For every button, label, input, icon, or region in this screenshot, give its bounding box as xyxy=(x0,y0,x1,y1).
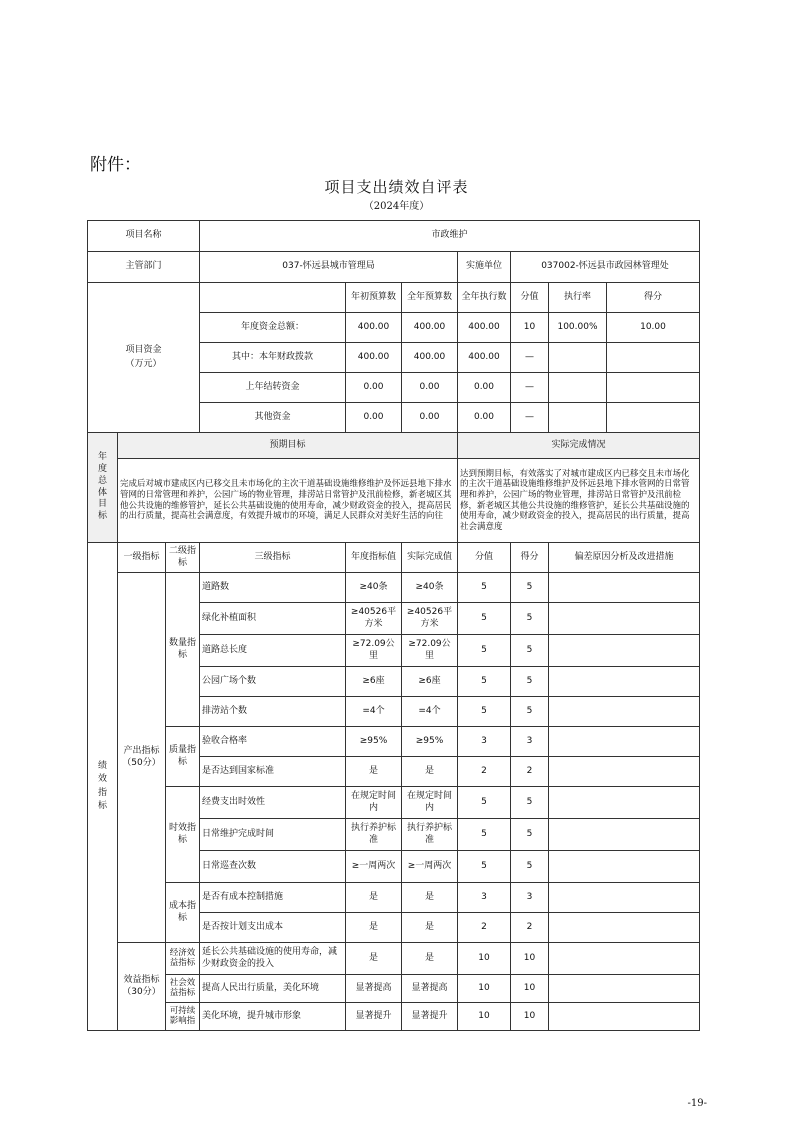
funds-cell xyxy=(549,403,607,433)
indicator-target: 是 xyxy=(346,883,402,913)
funds-cell: 0.00 xyxy=(346,403,402,433)
indicator-weight: 2 xyxy=(458,913,511,943)
goals-label: 年 度 总 体 目 标 xyxy=(88,433,118,543)
funds-cell xyxy=(549,343,607,373)
funds-cell xyxy=(607,373,700,403)
indicator-name: 是否有成本控制措施 xyxy=(200,883,346,913)
benefit-indicator-label: 效益指标 （30分） xyxy=(118,943,166,1031)
indicator-actual: 是 xyxy=(402,883,458,913)
indicator-note xyxy=(549,727,700,757)
sustainable-indicator-label: 可持续 影响指 xyxy=(166,1003,200,1031)
indicator-target: 显著提升 xyxy=(346,1003,402,1031)
indicator-weight: 5 xyxy=(458,603,511,635)
indicator-name: 是否达到国家标准 xyxy=(200,757,346,787)
funds-header: 分值 xyxy=(511,283,549,313)
indicator-weight: 5 xyxy=(458,697,511,727)
indicator-note xyxy=(549,697,700,727)
funds-cell: 0.00 xyxy=(346,373,402,403)
indicator-score: 5 xyxy=(511,573,549,603)
funds-header: 全年预算数 xyxy=(402,283,458,313)
indicator-target: =4个 xyxy=(346,697,402,727)
quantity-indicator-label: 数量指 标 xyxy=(166,573,200,727)
indicator-name: 道路数 xyxy=(200,573,346,603)
funds-cell: — xyxy=(511,343,549,373)
indicator-target: ≥40526平方米 xyxy=(346,603,402,635)
funds-cell: 0.00 xyxy=(458,403,511,433)
funds-cell: 400.00 xyxy=(458,313,511,343)
actual-result-label: 实际完成情况 xyxy=(458,433,700,459)
indicator-note xyxy=(549,667,700,697)
funds-cell: 0.00 xyxy=(402,373,458,403)
indicator-actual: 显著提高 xyxy=(402,975,458,1003)
indicator-header: 偏差原因分析及改进措施 xyxy=(549,543,700,573)
indicator-note xyxy=(549,757,700,787)
indicator-weight: 5 xyxy=(458,573,511,603)
dept-label: 主管部门 xyxy=(88,252,200,283)
year-subtitle: （2024年度） xyxy=(363,201,430,212)
output-indicator-label: 产出指标 （50分） xyxy=(118,573,166,943)
indicator-header: 二级指标 xyxy=(166,543,200,573)
indicator-name: 日常巡查次数 xyxy=(200,851,346,883)
indicator-target: ≥95% xyxy=(346,727,402,757)
indicator-name: 是否按计划支出成本 xyxy=(200,913,346,943)
indicator-score: 2 xyxy=(511,913,549,943)
indicator-header: 三级指标 xyxy=(200,543,346,573)
quality-indicator-label: 质量指 标 xyxy=(166,727,200,787)
indicator-weight: 2 xyxy=(458,757,511,787)
indicator-note xyxy=(549,573,700,603)
funds-cell: 0.00 xyxy=(458,373,511,403)
funds-label: 项目资金 （万元） xyxy=(88,283,200,433)
page-number: -19- xyxy=(687,1098,707,1109)
actual-result-text: 达到预期目标，有效落实了对城市建成区内已移交且未市场化的主次干道基础设施维修维护及怀远县地下排水管网的日常管理和养护，公园广场的物业管理，排涝站日常管护及汛前检修，新老城区其他公共设施的维修管护，延长公共基础设施的使用寿命，减少财政资金的投入，提高居民的出行质量，提高社会满意度 xyxy=(458,459,700,543)
indicator-target: 在规定时间内 xyxy=(346,787,402,819)
funds-header: 执行率 xyxy=(549,283,607,313)
indicator-actual: 显著提升 xyxy=(402,1003,458,1031)
indicator-name: 美化环境，提升城市形象 xyxy=(200,1003,346,1031)
indicator-note xyxy=(549,851,700,883)
indicator-note xyxy=(549,787,700,819)
indicator-actual: ≥40526平方米 xyxy=(402,603,458,635)
indicator-actual: ≥72.09公里 xyxy=(402,635,458,667)
funds-cell: 400.00 xyxy=(346,343,402,373)
indicator-note xyxy=(549,913,700,943)
funds-cell: 10.00 xyxy=(607,313,700,343)
indicator-header: 一级指标 xyxy=(118,543,166,573)
indicator-actual: 在规定时间内 xyxy=(402,787,458,819)
indicator-actual: ≥一周两次 xyxy=(402,851,458,883)
funds-row-name: 上年结转资金 xyxy=(200,373,346,403)
indicator-target: 是 xyxy=(346,757,402,787)
indicator-target: 是 xyxy=(346,943,402,975)
indicator-header: 分值 xyxy=(458,543,511,573)
indicator-name: 排涝站个数 xyxy=(200,697,346,727)
indicator-name: 经费支出时效性 xyxy=(200,787,346,819)
economic-indicator-label: 经济效 益指标 xyxy=(166,943,200,975)
indicator-target: ≥一周两次 xyxy=(346,851,402,883)
indicator-weight: 3 xyxy=(458,883,511,913)
funds-cell: 400.00 xyxy=(402,343,458,373)
funds-cell: 400.00 xyxy=(346,313,402,343)
indicator-note xyxy=(549,635,700,667)
indicator-score: 5 xyxy=(511,667,549,697)
indicator-actual: ≥6座 xyxy=(402,667,458,697)
indicator-weight: 10 xyxy=(458,943,511,975)
indicator-note xyxy=(549,603,700,635)
indicator-score: 10 xyxy=(511,943,549,975)
funds-cell xyxy=(607,343,700,373)
performance-table xyxy=(87,220,700,1031)
indicator-actual: 是 xyxy=(402,757,458,787)
indicator-header: 实际完成值 xyxy=(402,543,458,573)
indicator-name: 日常维护完成时间 xyxy=(200,819,346,851)
project-name: 市政维护 xyxy=(200,221,700,252)
indicator-score: 5 xyxy=(511,603,549,635)
indicator-score: 5 xyxy=(511,635,549,667)
indicator-score: 5 xyxy=(511,851,549,883)
indicator-note xyxy=(549,883,700,913)
indicator-note xyxy=(549,819,700,851)
funds-row-name: 其他资金 xyxy=(200,403,346,433)
page-title: 项目支出绩效自评表 xyxy=(324,178,469,196)
indicator-actual: ≥95% xyxy=(402,727,458,757)
social-indicator-label: 社会效 益指标 xyxy=(166,975,200,1003)
indicator-score: 5 xyxy=(511,787,549,819)
indicator-weight: 5 xyxy=(458,787,511,819)
indicator-name: 验收合格率 xyxy=(200,727,346,757)
indicator-target: ≥40条 xyxy=(346,573,402,603)
indicator-score: 3 xyxy=(511,883,549,913)
indicator-score: 10 xyxy=(511,1003,549,1031)
attachment-label: 附件： xyxy=(90,155,141,175)
funds-row-name: 年度资金总额： xyxy=(200,313,346,343)
indicator-target: ≥72.09公里 xyxy=(346,635,402,667)
indicator-header: 年度指标值 xyxy=(346,543,402,573)
expected-goal-text: 完成后对城市建成区内已移交且未市场化的主次干道基础设施维修维护及怀远县地下排水管网的日常管理和养护，公园广场的物业管理，排涝站日常管护及汛前检修，新老城区其他公共设施的维修管护，延长公共基础设施的使用寿命，减少财政资金的投入，提高居民的出行质量，提高社会满意度，有效提升城市的环境，满足人民群众对美好生活的向往 xyxy=(118,459,458,543)
indicator-target: 显著提高 xyxy=(346,975,402,1003)
indicator-actual: ≥40条 xyxy=(402,573,458,603)
funds-header-blank xyxy=(200,283,346,313)
indicator-score: 5 xyxy=(511,819,549,851)
indicator-name: 延长公共基础设施的使用寿命，减少财政资金的投入 xyxy=(200,943,346,975)
project-name-label: 项目名称 xyxy=(88,221,200,252)
indicator-target: 是 xyxy=(346,913,402,943)
funds-header: 年初预算数 xyxy=(346,283,402,313)
indicator-score: 10 xyxy=(511,975,549,1003)
indicator-name: 公园广场个数 xyxy=(200,667,346,697)
funds-cell: 400.00 xyxy=(458,343,511,373)
indicator-actual: 是 xyxy=(402,913,458,943)
indicator-weight: 3 xyxy=(458,727,511,757)
funds-cell: 0.00 xyxy=(402,403,458,433)
indicator-weight: 5 xyxy=(458,851,511,883)
cost-indicator-label: 成本指 标 xyxy=(166,883,200,943)
indicator-note xyxy=(549,975,700,1003)
indicator-target: 执行养护标准 xyxy=(346,819,402,851)
funds-cell xyxy=(549,373,607,403)
funds-cell: 400.00 xyxy=(402,313,458,343)
indicator-target: ≥6座 xyxy=(346,667,402,697)
funds-header: 全年执行数 xyxy=(458,283,511,313)
indicator-name: 道路总长度 xyxy=(200,635,346,667)
timeliness-indicator-label: 时效指 标 xyxy=(166,787,200,883)
indicator-name: 提高人民出行质量，美化环境 xyxy=(200,975,346,1003)
indicator-note xyxy=(549,1003,700,1031)
indicators-label: 绩 效 指 标 xyxy=(88,543,118,1031)
indicator-weight: 5 xyxy=(458,819,511,851)
indicator-actual: 是 xyxy=(402,943,458,975)
indicator-weight: 10 xyxy=(458,975,511,1003)
indicator-score: 5 xyxy=(511,697,549,727)
indicator-score: 3 xyxy=(511,727,549,757)
indicator-name: 绿化补植面积 xyxy=(200,603,346,635)
funds-cell: — xyxy=(511,403,549,433)
indicator-weight: 5 xyxy=(458,635,511,667)
funds-cell: 100.00% xyxy=(549,313,607,343)
indicator-weight: 5 xyxy=(458,667,511,697)
unit-value: 037002-怀远县市政园林管理处 xyxy=(511,252,700,283)
indicator-actual: =4个 xyxy=(402,697,458,727)
indicator-actual: 执行养护标准 xyxy=(402,819,458,851)
indicator-score: 2 xyxy=(511,757,549,787)
funds-cell xyxy=(607,403,700,433)
expected-goal-label: 预期目标 xyxy=(118,433,458,459)
funds-cell: — xyxy=(511,373,549,403)
funds-cell: 10 xyxy=(511,313,549,343)
indicator-header: 得分 xyxy=(511,543,549,573)
dept-value: 037-怀远县城市管理局 xyxy=(200,252,458,283)
funds-row-name: 其中：本年财政拨款 xyxy=(200,343,346,373)
unit-label: 实施单位 xyxy=(458,252,511,283)
indicator-note xyxy=(549,943,700,975)
indicator-weight: 10 xyxy=(458,1003,511,1031)
funds-header: 得分 xyxy=(607,283,700,313)
